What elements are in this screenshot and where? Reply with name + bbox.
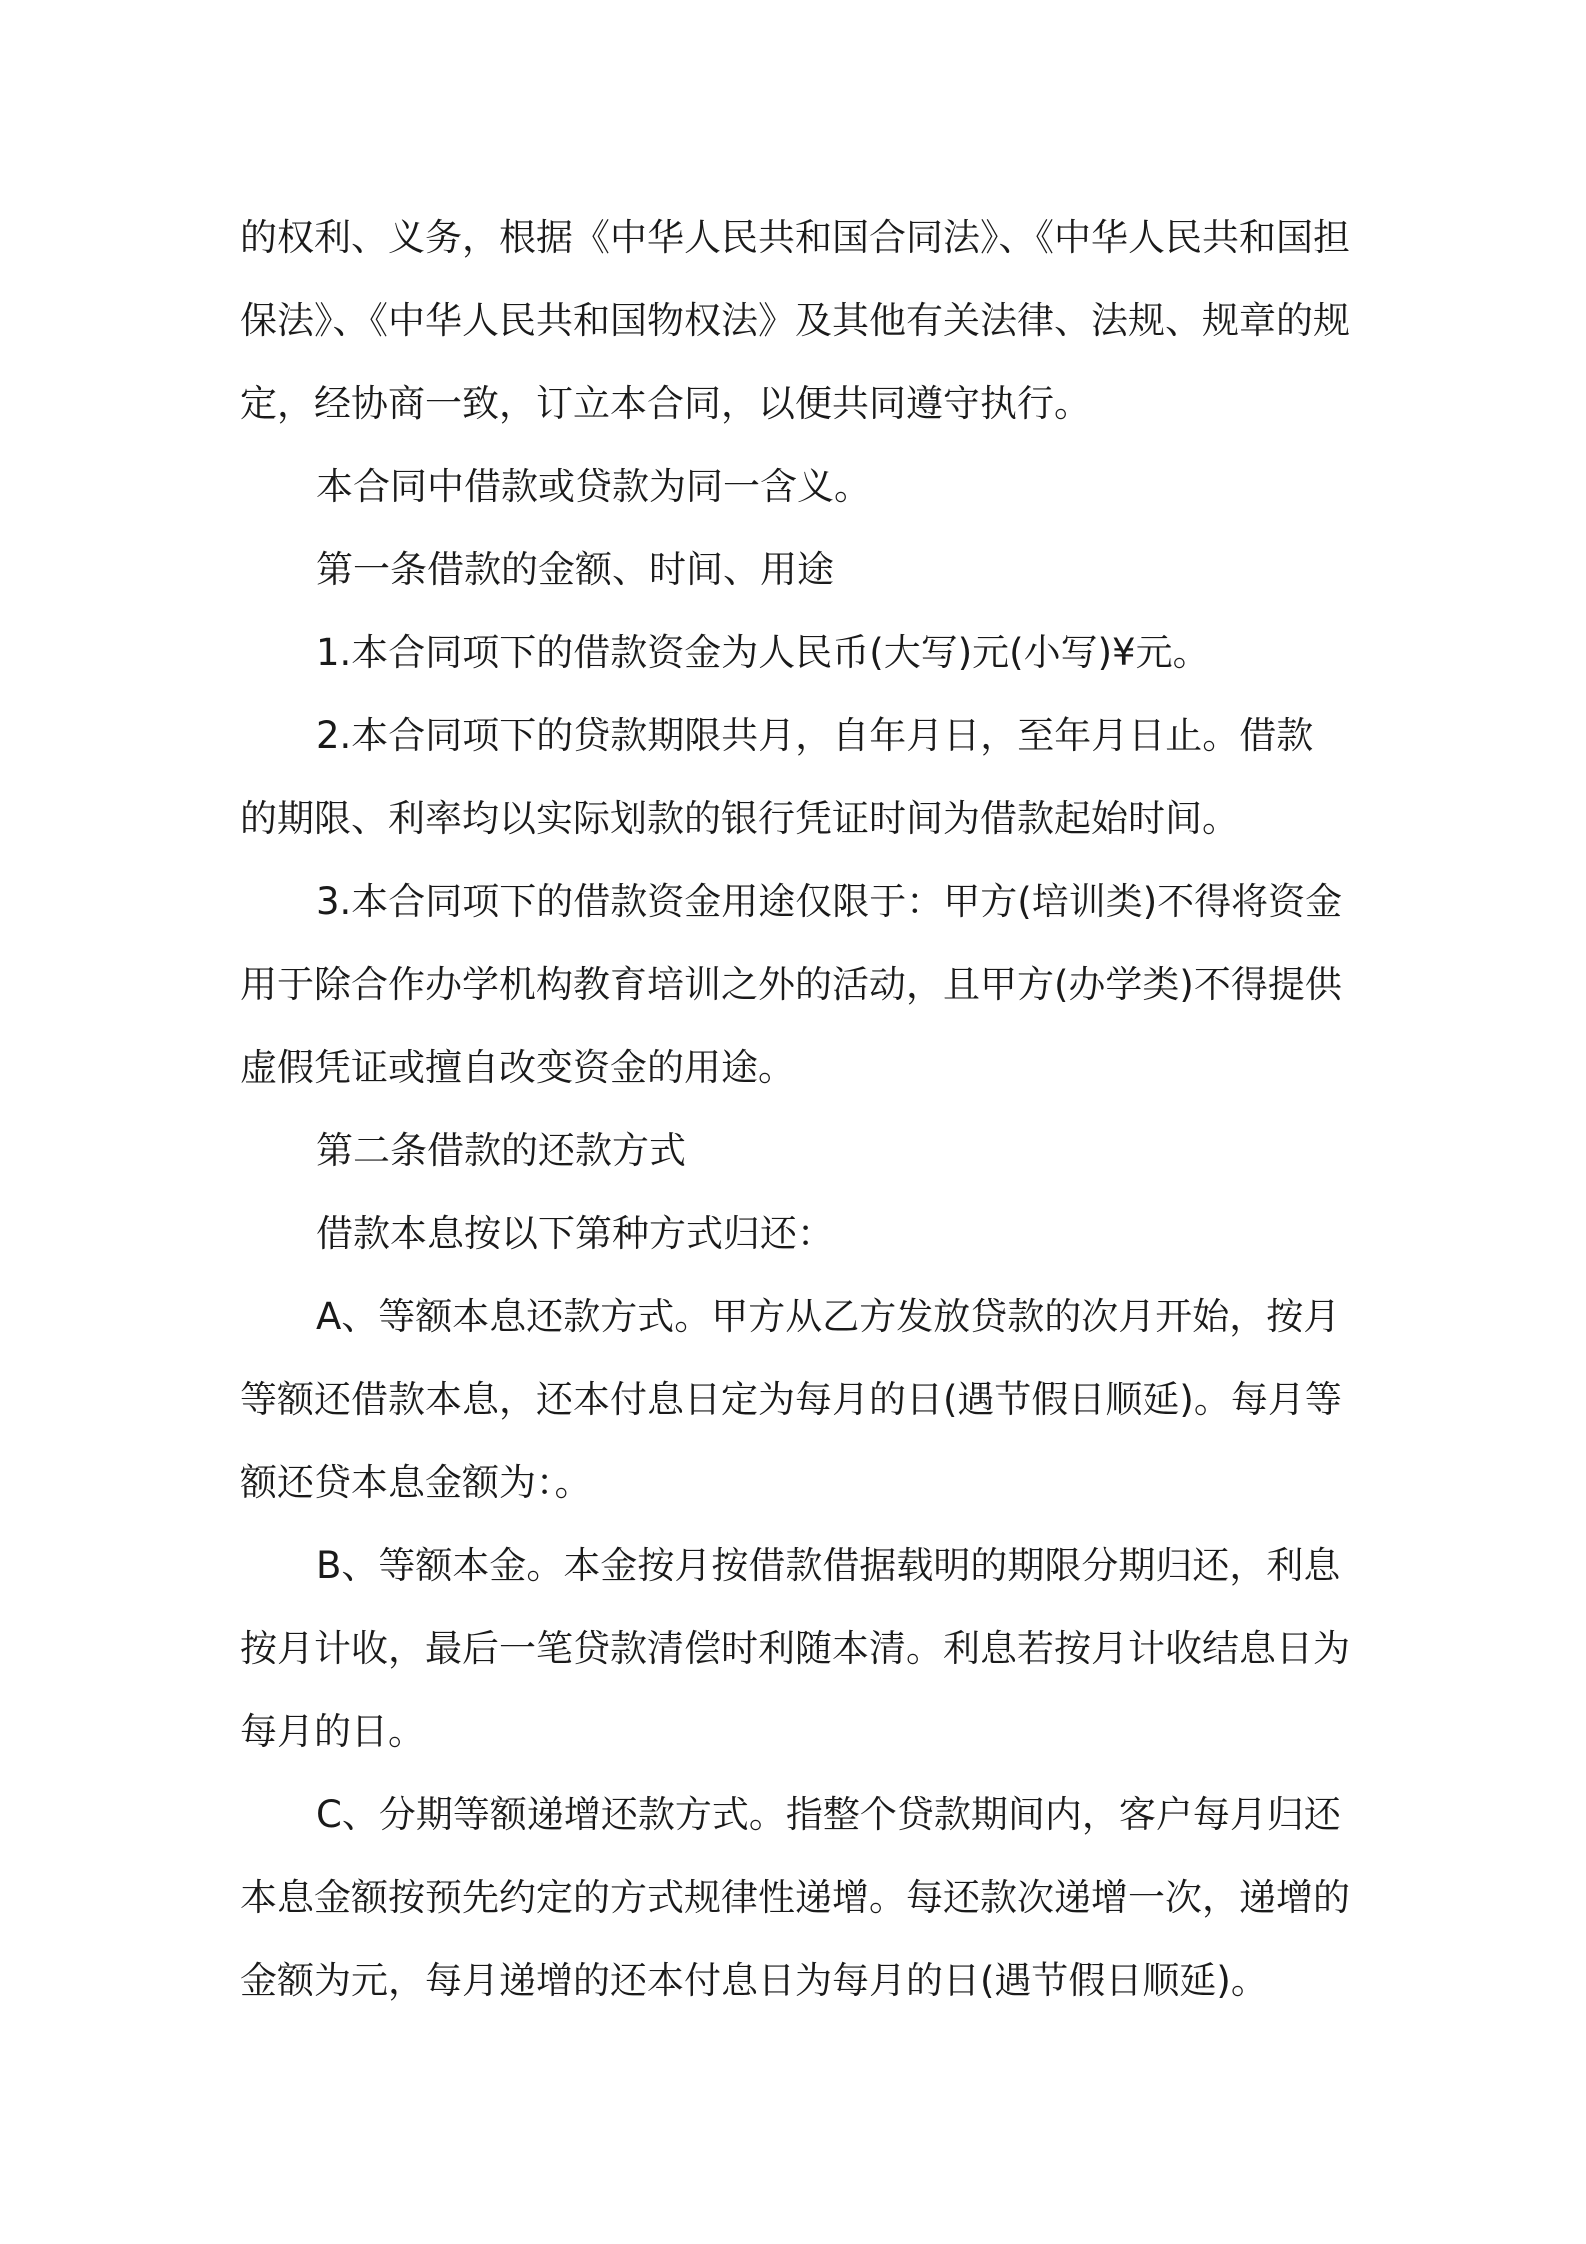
article-1-clause-1: 1.本合同项下的借款资金为人民币(大写)元(小写)¥元。: [316, 631, 1210, 674]
repayment-option-c: C、分期等额递增还款方式。指整个贷款期间内，客户每月归还本息金额按预先约定的方式规律性递增。每还款次递增一次，递增的金额为元，每月递增的还本付息日为每月的日(遇节假日顺延)。: [240, 1793, 1350, 2002]
article-1-heading: 第一条借款的金额、时间、用途: [316, 548, 834, 591]
article-1-clause-2: 2.本合同项下的贷款期限共月，自年月日，至年月日止。借款的期限、利率均以实际划款的银行凭证时间为借款起始时间。: [240, 714, 1314, 840]
article-1-clause-3: 3.本合同项下的借款资金用途仅限于：甲方(培训类)不得将资金用于除合作办学机构教育培训之外的活动，且甲方(办学类)不得提供虚假凭证或擅自改变资金的用途。: [240, 880, 1343, 1089]
repayment-option-a: A、等额本息还款方式。甲方从乙方发放贷款的次月开始，按月等额还借款本息，还本付息日定为每月的日(遇节假日顺延)。每月等额还贷本息金额为：。: [240, 1295, 1342, 1504]
article-2-heading: 第二条借款的还款方式: [316, 1129, 686, 1172]
document-body: [240, 196, 1350, 2022]
repayment-option-b: B、等额本金。本金按月按借款借据载明的期限分期归还，利息按月计收，最后一笔贷款清偿时利随本清。利息若按月计收结息日为每月的日。: [240, 1544, 1350, 1753]
paragraph-rights-obligations: 的权利、义务，根据《中华人民共和国合同法》、《中华人民共和国担保法》、《中华人民共和国物权法》及其他有关法律、法规、规章的规定，经协商一致，订立本合同，以便共同遵守执行。: [240, 216, 1350, 425]
repayment-intro: 借款本息按以下第种方式归还：: [316, 1212, 834, 1255]
paragraph-definition: 本合同中借款或贷款为同一含义。: [316, 465, 871, 508]
